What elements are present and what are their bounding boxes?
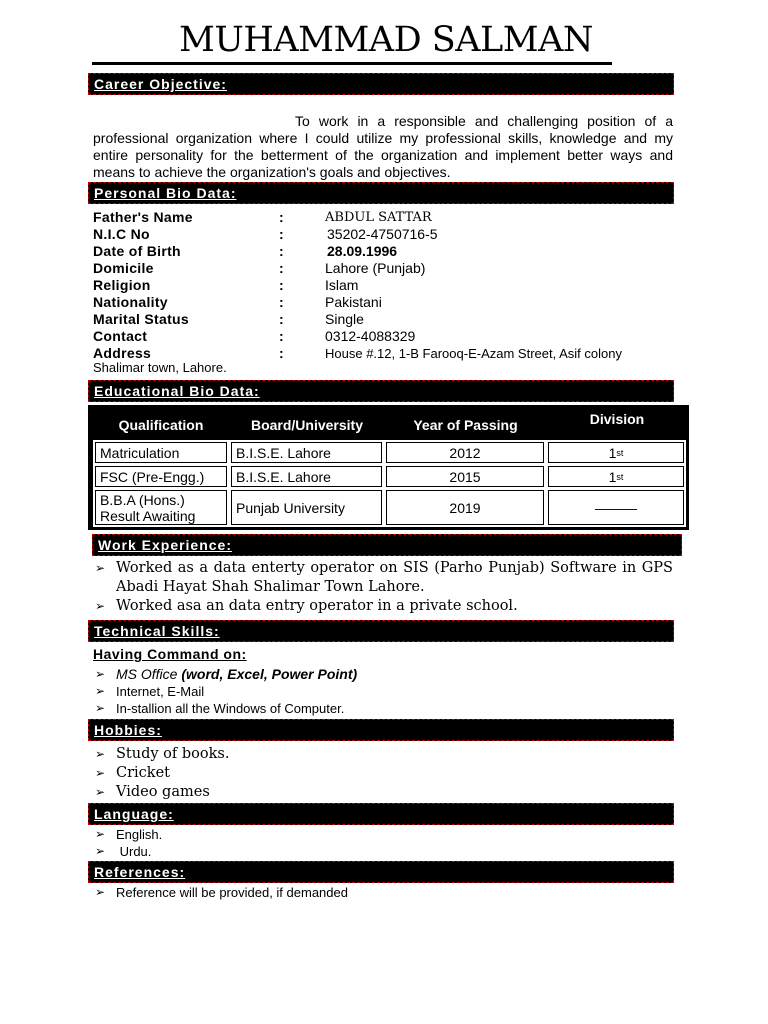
bio-row-contact bbox=[93, 328, 693, 345]
bio-row-father bbox=[93, 209, 693, 226]
language-text: Urdu. bbox=[116, 844, 152, 859]
references-header: References: bbox=[88, 861, 674, 883]
arrow-bullet-icon: ➢ bbox=[95, 785, 106, 799]
table-cell-division: ——— bbox=[548, 490, 684, 525]
bio-value: Islam bbox=[325, 277, 359, 293]
personal-bio-list bbox=[93, 209, 693, 362]
arrow-bullet-icon: ➢ bbox=[95, 827, 106, 841]
ms-office-text: MS Office bbox=[116, 666, 178, 682]
hobby-text: Study of books. bbox=[116, 746, 230, 762]
bio-colon: : bbox=[279, 243, 284, 259]
bio-value: ABDUL SATTAR bbox=[325, 210, 432, 225]
bio-value: 0312-4088329 bbox=[325, 328, 416, 344]
bio-label: Address bbox=[93, 345, 152, 361]
work-item-text: Worked asa an data entry operator in a private school. bbox=[116, 598, 518, 614]
table-cell-board: B.I.S.E. Lahore bbox=[231, 466, 382, 487]
bio-value: 35202-4750716-5 bbox=[327, 226, 438, 242]
bio-label: Father's Name bbox=[93, 209, 193, 225]
career-objective-header: Career Objective: bbox=[88, 73, 674, 95]
references-list bbox=[95, 884, 673, 901]
arrow-bullet-icon: ➢ bbox=[95, 844, 106, 858]
reference-text: Reference will be provided, if demanded bbox=[116, 885, 348, 900]
language-list bbox=[95, 826, 673, 860]
arrow-bullet-icon: ➢ bbox=[95, 599, 106, 613]
table-cell-division bbox=[548, 442, 684, 463]
bio-row-nationality bbox=[93, 294, 693, 311]
list-item bbox=[95, 884, 673, 901]
bio-label: Date of Birth bbox=[93, 243, 181, 259]
bio-colon: : bbox=[279, 328, 284, 344]
work-item-text: Worked as a data enterty operator on SIS (Parho Punjab) Software in GPS Abadi Hayat Shah Shalimar Town Lahore. bbox=[116, 560, 673, 595]
arrow-bullet-icon: ➢ bbox=[95, 766, 106, 780]
bio-row-religion bbox=[93, 277, 693, 294]
table-cell-qualification: FSC (Pre-Engg.) bbox=[95, 466, 227, 487]
division-suffix: st bbox=[616, 471, 624, 482]
technical-skills-header: Technical Skills: bbox=[88, 620, 674, 642]
bio-row-nic bbox=[93, 226, 693, 243]
division-suffix: st bbox=[616, 447, 624, 458]
bio-label: Domicile bbox=[93, 260, 154, 276]
table-cell-board: B.I.S.E. Lahore bbox=[231, 442, 382, 463]
technical-skills-list bbox=[95, 666, 673, 717]
arrow-bullet-icon: ➢ bbox=[95, 701, 106, 715]
language-header: Language: bbox=[88, 803, 674, 825]
candidate-name: MUHAMMAD SALMAN bbox=[178, 20, 593, 60]
bio-colon: : bbox=[279, 226, 284, 242]
table-cell-division bbox=[548, 466, 684, 487]
work-experience-list bbox=[95, 559, 673, 616]
table-cell-year: 2012 bbox=[386, 442, 544, 463]
table-cell-board: Punjab University bbox=[231, 490, 382, 525]
bio-label: Nationality bbox=[93, 294, 168, 310]
arrow-bullet-icon: ➢ bbox=[95, 667, 106, 681]
list-item bbox=[95, 559, 673, 597]
table-header-division: Division bbox=[589, 411, 645, 427]
bio-value: 28.09.1996 bbox=[327, 243, 398, 259]
qualification-line: B.B.A (Hons.) bbox=[100, 491, 185, 508]
arrow-bullet-icon: ➢ bbox=[95, 747, 106, 761]
list-item bbox=[95, 597, 673, 616]
personal-bio-header: Personal Bio Data: bbox=[88, 182, 674, 204]
bio-value: House #.12, 1-B Farooq-E-Azam Street, Asif colony bbox=[325, 346, 622, 361]
education-header: Educational Bio Data: bbox=[88, 380, 674, 402]
hobby-text: Video games bbox=[116, 784, 210, 800]
list-item bbox=[95, 826, 673, 843]
bio-label: Religion bbox=[93, 277, 151, 293]
skill-text: In-stallion all the Windows of Computer. bbox=[116, 701, 345, 716]
bio-colon: : bbox=[279, 277, 284, 293]
qualification-note: Result Awaiting bbox=[100, 507, 196, 524]
list-item bbox=[95, 700, 673, 717]
division-value: 1 bbox=[608, 468, 617, 485]
list-item bbox=[95, 666, 673, 683]
ms-office-detail: (word, Excel, Power Point) bbox=[181, 666, 358, 682]
bio-colon: : bbox=[279, 294, 284, 310]
career-objective-text: To work in a responsible and challenging position of a professional organization where I could utilize my professional skills, knowledge and my entire personality for the betterment of the organization and implement better ways and means to achieve the organization's goals and objectives. bbox=[93, 113, 673, 180]
arrow-bullet-icon: ➢ bbox=[95, 684, 106, 698]
bio-colon: : bbox=[279, 209, 284, 225]
bio-row-marital bbox=[93, 311, 693, 328]
education-table bbox=[88, 405, 689, 530]
table-cell-qualification bbox=[95, 490, 227, 525]
language-text: English. bbox=[116, 827, 163, 842]
bio-value: Lahore (Punjab) bbox=[325, 260, 426, 276]
skill-text: Internet, E-Mail bbox=[116, 684, 205, 699]
work-experience-header: Work Experience: bbox=[92, 534, 682, 556]
name-underline bbox=[92, 62, 612, 65]
having-command-heading: Having Command on: bbox=[93, 646, 247, 662]
table-header-qualification: Qualification bbox=[118, 417, 204, 433]
bio-value: Pakistani bbox=[325, 294, 382, 310]
table-cell-year: 2015 bbox=[386, 466, 544, 487]
hobbies-header: Hobbies: bbox=[88, 719, 674, 741]
list-item bbox=[95, 745, 673, 764]
hobby-text: Cricket bbox=[116, 765, 170, 781]
list-item bbox=[95, 683, 673, 700]
table-header-year: Year of Passing bbox=[413, 417, 518, 433]
bio-value: Single bbox=[325, 311, 364, 327]
table-cell-year: 2019 bbox=[386, 490, 544, 525]
address-continued: Shalimar town, Lahore. bbox=[93, 360, 227, 375]
table-header-board: Board/University bbox=[250, 417, 364, 433]
bio-label: Contact bbox=[93, 328, 148, 344]
bio-row-domicile bbox=[93, 260, 693, 277]
table-cell-qualification: Matriculation bbox=[95, 442, 227, 463]
bio-label: N.I.C No bbox=[93, 226, 150, 242]
arrow-bullet-icon: ➢ bbox=[95, 561, 106, 575]
arrow-bullet-icon: ➢ bbox=[95, 885, 106, 899]
list-item bbox=[95, 764, 673, 783]
hobbies-list bbox=[95, 745, 673, 802]
bio-colon: : bbox=[279, 345, 284, 361]
bio-colon: : bbox=[279, 260, 284, 276]
bio-row-dob bbox=[93, 243, 693, 260]
bio-label: Marital Status bbox=[93, 311, 189, 327]
bio-colon: : bbox=[279, 311, 284, 327]
list-item bbox=[95, 783, 673, 802]
division-value: 1 bbox=[608, 444, 617, 461]
list-item bbox=[95, 843, 673, 860]
